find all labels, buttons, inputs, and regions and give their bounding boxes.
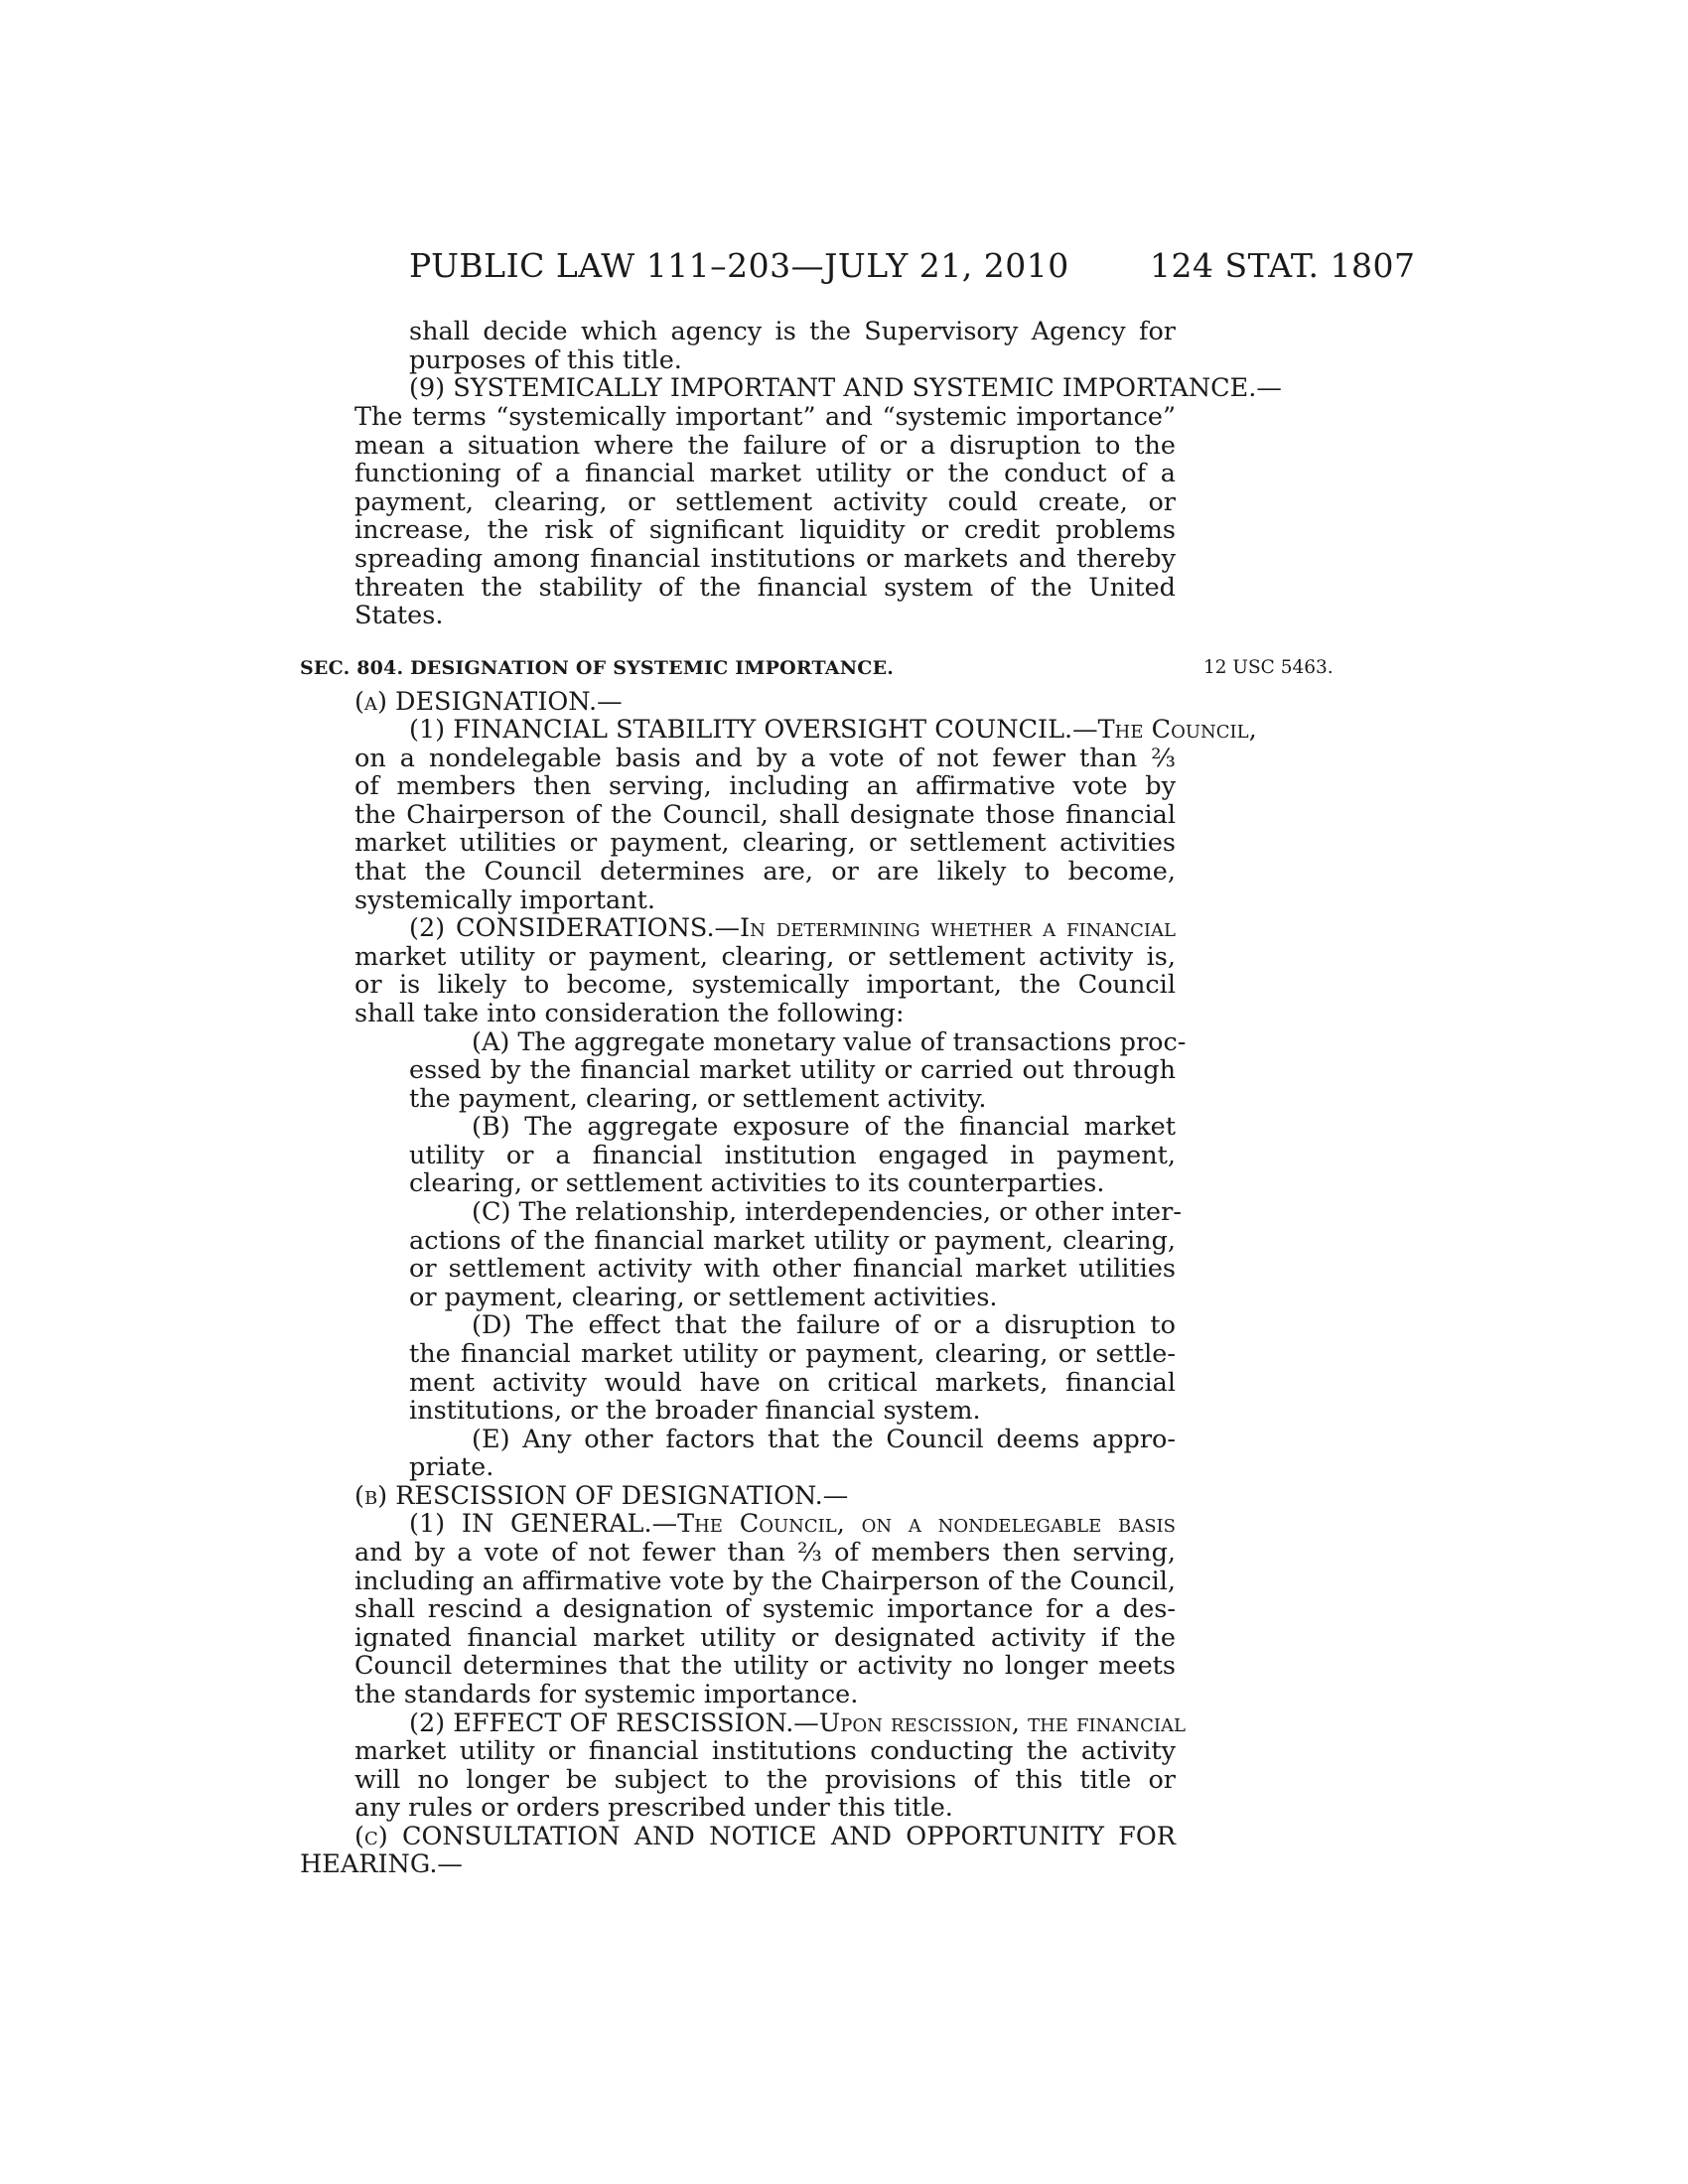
text-line: (2) CONSIDERATIONS.—In determining whether a financial — [409, 913, 1176, 943]
text-line: shall decide which agency is the Supervisory Agency for — [409, 317, 1176, 346]
text-line: priate. — [409, 1452, 494, 1482]
text-line: market utility or payment, clearing, or settlement activity is, — [354, 942, 1176, 972]
text-line: on a nondelegable basis and by a vote of not fewer than ⅔ — [354, 744, 1176, 773]
page-header-stat: 124 STAT. 1807 — [1150, 246, 1416, 285]
text-line: ignated financial market utility or designated activity if the — [354, 1623, 1176, 1653]
text-line: market utilities or payment, clearing, or settlement activities — [354, 828, 1176, 858]
text-line: mean a situation where the failure of or a disruption to the — [354, 431, 1176, 461]
text-line: of members then serving, including an affirmative vote by — [354, 771, 1176, 801]
text-line: market utility or financial institutions conducting the activity — [354, 1736, 1176, 1766]
text-line: (b) RESCISSION OF DESIGNATION.— — [354, 1481, 849, 1511]
text-line: or payment, clearing, or settlement activities. — [409, 1283, 998, 1312]
text-line: or is likely to become, systemically important, the Council — [354, 970, 1176, 1000]
text-line: any rules or orders prescribed under this title. — [354, 1793, 953, 1823]
section-heading: SEC. 804. DESIGNATION OF SYSTEMIC IMPORTANCE. — [300, 657, 895, 679]
text-line: the Chairperson of the Council, shall designate those financial — [354, 800, 1176, 830]
text-line: clearing, or settlement activities to its counterparties. — [409, 1168, 1105, 1198]
text-line: and by a vote of not fewer than ⅔ of members then serving, — [354, 1538, 1176, 1568]
text-line: actions of the financial market utility or payment, clearing, — [409, 1226, 1176, 1256]
text-line: (a) DESIGNATION.— — [354, 687, 623, 717]
text-line: will no longer be subject to the provisions of this title or — [354, 1765, 1176, 1795]
text-line: (9) SYSTEMICALLY IMPORTANT AND SYSTEMIC IMPORTANCE.— — [409, 373, 1282, 403]
text-line: (c) CONSULTATION AND NOTICE AND OPPORTUNITY FOR — [354, 1822, 1176, 1851]
text-line: (A) The aggregate monetary value of transactions proc- — [472, 1027, 1187, 1057]
text-line: that the Council determines are, or are likely to become, — [354, 857, 1176, 887]
text-line: purposes of this title. — [409, 345, 682, 375]
text-line: threaten the stability of the financial system of the United — [354, 573, 1176, 603]
text-line: the financial market utility or payment, clearing, or settle- — [409, 1339, 1176, 1369]
margin-note: 12 USC 5463. — [1203, 657, 1334, 678]
text-line: (D) The effect that the failure of or a disruption to — [472, 1310, 1176, 1340]
page-header-law: PUBLIC LAW 111–203—JULY 21, 2010 — [409, 246, 1069, 285]
text-line: Council determines that the utility or activity no longer meets — [354, 1651, 1176, 1681]
text-line: shall take into consideration the following: — [354, 999, 905, 1028]
text-line: or settlement activity with other financial market utilities — [409, 1254, 1176, 1284]
text-line: (E) Any other factors that the Council deems appro- — [472, 1425, 1176, 1454]
text-line: institutions, or the broader financial system. — [409, 1396, 981, 1426]
text-line: (2) EFFECT OF RESCISSION.—Upon rescission, the financial — [409, 1708, 1186, 1738]
text-line: increase, the risk of significant liquidity or credit problems — [354, 515, 1176, 545]
text-line: payment, clearing, or settlement activity could create, or — [354, 487, 1176, 517]
text-line: (C) The relationship, interdependencies, or other inter- — [472, 1197, 1182, 1227]
text-line: (1) IN GENERAL.—The Council, on a nondelegable basis — [409, 1509, 1176, 1539]
text-line: (1) FINANCIAL STABILITY OVERSIGHT COUNCIL.—The Council, — [409, 715, 1257, 745]
text-line: including an affirmative vote by the Chairperson of the Council, — [354, 1567, 1176, 1596]
text-line: systemically important. — [354, 886, 655, 915]
text-line: functioning of a financial market utility or the conduct of a — [354, 459, 1176, 488]
text-line: States. — [354, 601, 444, 630]
text-line: The terms “systemically important” and “systemic importance” — [354, 402, 1176, 432]
text-line: the payment, clearing, or settlement activity. — [409, 1084, 987, 1114]
text-line: essed by the financial market utility or carried out through — [409, 1055, 1176, 1085]
text-line: HEARING.— — [300, 1849, 463, 1879]
text-line: utility or a financial institution engaged in payment, — [409, 1141, 1176, 1170]
text-line: shall rescind a designation of systemic importance for a des- — [354, 1594, 1176, 1624]
text-line: spreading among financial institutions or markets and thereby — [354, 544, 1176, 574]
text-line: (B) The aggregate exposure of the financial market — [472, 1112, 1176, 1142]
text-line: ment activity would have on critical markets, financial — [409, 1368, 1176, 1398]
text-line: the standards for systemic importance. — [354, 1680, 859, 1709]
